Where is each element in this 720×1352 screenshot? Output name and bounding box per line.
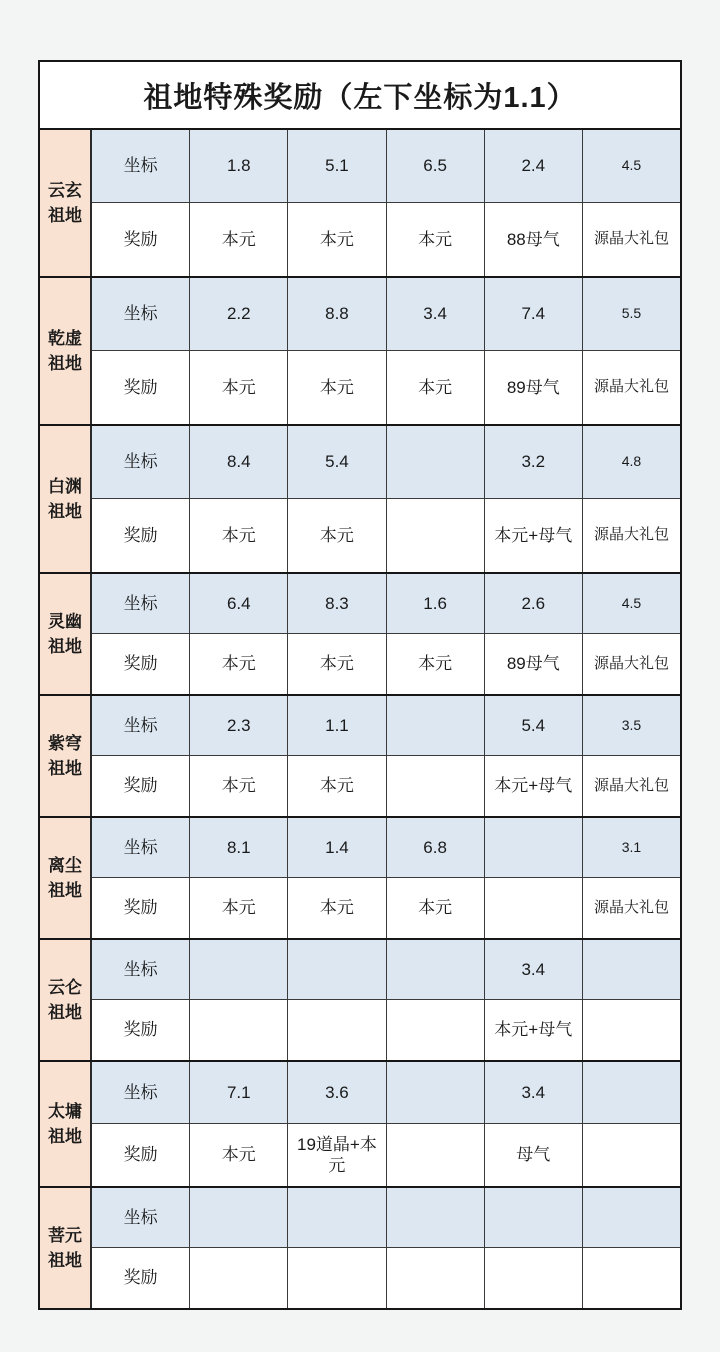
group-body [92, 1062, 680, 1186]
coord-row-label: 坐标 [123, 593, 158, 613]
group-name: 太墉祖地 [40, 1062, 92, 1186]
reward-row-label: 奖励 [123, 1268, 158, 1288]
coord-cell [484, 818, 582, 877]
group-name: 云仑祖地 [40, 940, 92, 1060]
coord-row [92, 940, 680, 1000]
coord-cell [386, 1188, 484, 1247]
reward-cell [582, 1248, 680, 1308]
reward-cell: 本元 [287, 499, 385, 572]
group-body [92, 130, 680, 276]
coord-cell: 7.4 [484, 278, 582, 350]
reward-row [92, 203, 680, 276]
reward-row-label: 奖励 [123, 525, 158, 545]
coord-cell: 2.4 [484, 130, 582, 202]
reward-row-label: 奖励 [123, 229, 158, 249]
coord-cell: 7.1 [189, 1062, 287, 1123]
coord-cell [189, 940, 287, 999]
coord-cell [582, 1188, 680, 1247]
coord-row-label: 坐标 [123, 1082, 158, 1102]
reward-cell: 本元 [287, 351, 385, 424]
reward-cell: 本元 [189, 634, 287, 694]
reward-cell: 源晶大礼包 [582, 499, 680, 572]
group-name: 云玄祖地 [40, 130, 92, 276]
reward-cell [484, 878, 582, 938]
reward-cell [582, 1000, 680, 1060]
coord-row-label: 坐标 [123, 1207, 158, 1227]
reward-cell [582, 1124, 680, 1186]
group-name: 紫穹祖地 [40, 696, 92, 816]
coord-cell: 3.4 [386, 278, 484, 350]
reward-cell [386, 1000, 484, 1060]
reward-cell: 89母气 [484, 634, 582, 694]
group-lingyou [40, 572, 680, 694]
reward-cell [189, 1000, 287, 1060]
coord-cell: 1.1 [287, 696, 385, 755]
reward-row [92, 634, 680, 694]
group-body [92, 426, 680, 572]
coord-row [92, 696, 680, 756]
reward-cell [386, 499, 484, 572]
rewards-table [38, 60, 682, 1310]
coord-cell [386, 1062, 484, 1123]
reward-cell: 19道晶+本元 [287, 1124, 385, 1186]
reward-cell: 源晶大礼包 [582, 351, 680, 424]
coord-row [92, 278, 680, 351]
reward-row [92, 1000, 680, 1060]
coord-row-label: 坐标 [123, 959, 158, 979]
reward-cell: 本元 [189, 756, 287, 816]
reward-cell: 88母气 [484, 203, 582, 276]
coord-cell: 4.8 [582, 426, 680, 498]
reward-cell: 本元+母气 [484, 756, 582, 816]
coord-cell [386, 426, 484, 498]
coord-row-label: 坐标 [123, 304, 158, 324]
reward-cell: 本元 [189, 203, 287, 276]
coord-cell [582, 1062, 680, 1123]
coord-row [92, 1062, 680, 1124]
reward-row-label: 奖励 [123, 654, 158, 674]
coord-row [92, 1188, 680, 1248]
coord-row-label: 坐标 [123, 837, 158, 857]
reward-cell: 本元 [386, 878, 484, 938]
coord-cell: 3.5 [582, 696, 680, 755]
coord-cell: 3.4 [484, 940, 582, 999]
reward-cell [386, 756, 484, 816]
coord-cell: 8.1 [189, 818, 287, 877]
reward-row [92, 1248, 680, 1308]
reward-row [92, 351, 680, 424]
group-zigong [40, 694, 680, 816]
reward-cell: 源晶大礼包 [582, 634, 680, 694]
coord-cell: 3.1 [582, 818, 680, 877]
coord-cell: 8.8 [287, 278, 385, 350]
reward-cell: 本元 [287, 203, 385, 276]
coord-cell: 1.4 [287, 818, 385, 877]
group-taiyong [40, 1060, 680, 1186]
group-name: 乾虚祖地 [40, 278, 92, 424]
reward-row-label: 奖励 [123, 1020, 158, 1040]
reward-row-label: 奖励 [123, 898, 158, 918]
reward-cell [484, 1248, 582, 1308]
reward-cell [189, 1248, 287, 1308]
group-body [92, 1188, 680, 1308]
coord-cell: 6.4 [189, 574, 287, 633]
coord-cell: 4.5 [582, 574, 680, 633]
group-lichen [40, 816, 680, 938]
coord-cell [386, 696, 484, 755]
reward-cell: 本元+母气 [484, 499, 582, 572]
coord-cell [386, 940, 484, 999]
reward-row-label: 奖励 [123, 377, 158, 397]
reward-row-label: 奖励 [123, 776, 158, 796]
coord-cell [189, 1188, 287, 1247]
reward-cell: 源晶大礼包 [582, 756, 680, 816]
group-yunxuan [40, 128, 680, 276]
coord-row-label: 坐标 [123, 452, 158, 472]
coord-cell [287, 940, 385, 999]
reward-cell: 89母气 [484, 351, 582, 424]
coord-cell: 2.3 [189, 696, 287, 755]
reward-cell: 本元 [287, 878, 385, 938]
reward-cell [287, 1000, 385, 1060]
group-name: 离尘祖地 [40, 818, 92, 938]
coord-cell: 1.6 [386, 574, 484, 633]
coord-row [92, 574, 680, 634]
coord-row-label: 坐标 [123, 156, 158, 176]
page-title: 祖地特殊奖励（左下坐标为1.1） [40, 62, 680, 128]
coord-cell [582, 940, 680, 999]
coord-cell: 1.8 [189, 130, 287, 202]
group-qianxu [40, 276, 680, 424]
group-body [92, 940, 680, 1060]
reward-cell: 本元 [287, 634, 385, 694]
reward-row [92, 756, 680, 816]
reward-row [92, 499, 680, 572]
reward-cell: 源晶大礼包 [582, 878, 680, 938]
reward-cell: 本元 [386, 634, 484, 694]
reward-cell: 本元 [189, 878, 287, 938]
reward-row [92, 878, 680, 938]
coord-cell: 6.5 [386, 130, 484, 202]
coord-cell: 2.6 [484, 574, 582, 633]
group-name: 菩元祖地 [40, 1188, 92, 1308]
coord-cell: 5.1 [287, 130, 385, 202]
coord-cell: 3.2 [484, 426, 582, 498]
reward-cell: 源晶大礼包 [582, 203, 680, 276]
coord-row [92, 426, 680, 499]
coord-cell: 8.4 [189, 426, 287, 498]
group-baiyuan [40, 424, 680, 572]
reward-cell: 母气 [484, 1124, 582, 1186]
reward-cell: 本元 [386, 203, 484, 276]
reward-row [92, 1124, 680, 1186]
group-body [92, 278, 680, 424]
group-name: 灵幽祖地 [40, 574, 92, 694]
reward-cell: 本元 [189, 1124, 287, 1186]
coord-cell: 2.2 [189, 278, 287, 350]
coord-row [92, 818, 680, 878]
coord-cell: 3.6 [287, 1062, 385, 1123]
reward-cell: 本元 [189, 499, 287, 572]
coord-cell: 8.3 [287, 574, 385, 633]
reward-cell: 本元+母气 [484, 1000, 582, 1060]
coord-cell: 5.4 [287, 426, 385, 498]
group-yunlun [40, 938, 680, 1060]
reward-cell: 本元 [386, 351, 484, 424]
group-body [92, 696, 680, 816]
coord-cell: 5.5 [582, 278, 680, 350]
reward-row-label: 奖励 [123, 1145, 158, 1165]
reward-cell [386, 1124, 484, 1186]
reward-cell: 本元 [287, 756, 385, 816]
coord-row-label: 坐标 [123, 715, 158, 735]
coord-row [92, 130, 680, 203]
reward-cell: 本元 [189, 351, 287, 424]
reward-cell [287, 1248, 385, 1308]
coord-cell: 5.4 [484, 696, 582, 755]
group-name: 白渊祖地 [40, 426, 92, 572]
coord-cell [484, 1188, 582, 1247]
coord-cell: 6.8 [386, 818, 484, 877]
coord-cell: 4.5 [582, 130, 680, 202]
group-body [92, 818, 680, 938]
coord-cell [287, 1188, 385, 1247]
group-body [92, 574, 680, 694]
reward-cell [386, 1248, 484, 1308]
group-puyuan [40, 1186, 680, 1308]
coord-cell: 3.4 [484, 1062, 582, 1123]
